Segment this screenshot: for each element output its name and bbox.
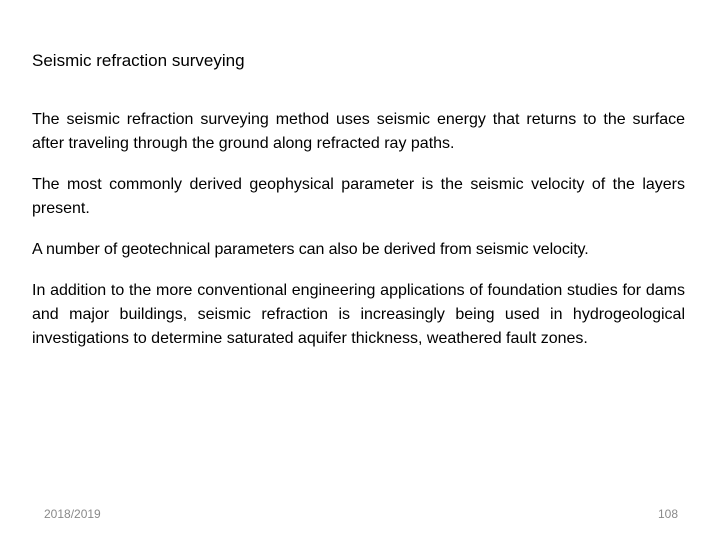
slide-body: [32, 108, 685, 368]
paragraph-applications: In addition to the more conventional engineering applications of foundation studies for dams and major buildings, seismic refraction is increasingly being used in hydrogeological investigations to determine saturated aquifer thickness, weathered fault zones.: [32, 282, 685, 347]
footer-date: 2018/2019: [44, 507, 101, 521]
paragraph-method: The seismic refraction surveying method uses seismic energy that returns to the surface after traveling through the ground along refracted ray paths.: [32, 111, 685, 152]
slide-title: Seismic refraction surveying: [32, 51, 245, 70]
paragraph-velocity: The most commonly derived geophysical parameter is the seismic velocity of the layers present.: [32, 176, 685, 217]
page-number: 108: [657, 507, 678, 521]
paragraph-geotechnical: A number of geotechnical parameters can also be derived from seismic velocity.: [32, 241, 589, 258]
